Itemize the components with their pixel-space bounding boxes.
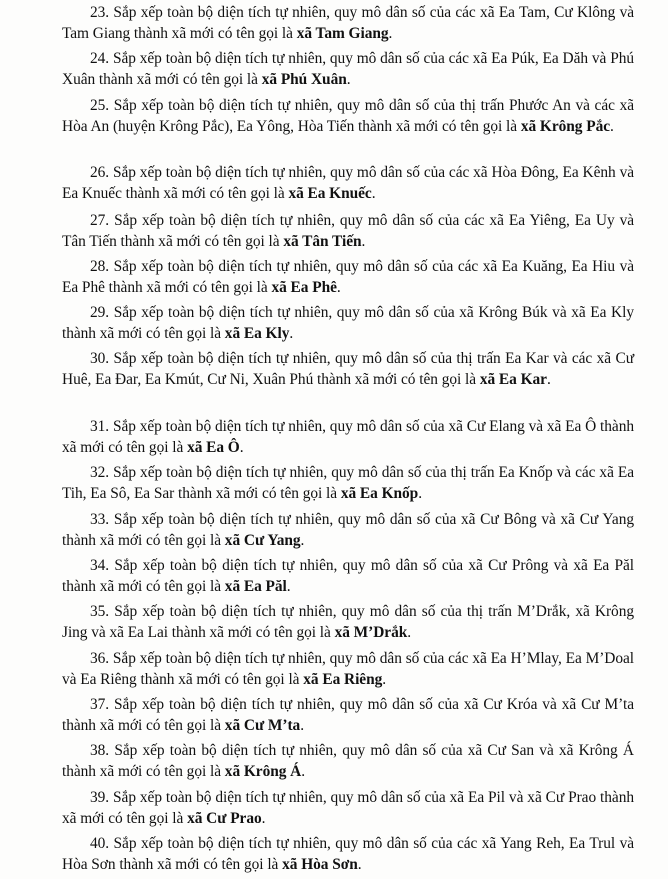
article-text: 30. Sắp xếp toàn bộ diện tích tự nhiên, quy mô dân số của thị trấn Ea Kar và các xã Cư Huê, Ea Đar, Ea Kmút, Cư Ni, Xuân Phú thành xã mới có tên gọi là (62, 350, 634, 388)
commune-name: xã Cư M’ta (224, 717, 301, 734)
article-27: 27. Sắp xếp toàn bộ diện tích tự nhiên, quy mô dân số của các xã Ea Yiêng, Ea Uy và Tân Tiến thành xã mới có tên gọi là xã Tân Tiến. (62, 212, 634, 250)
commune-name: xã Hòa Sơn (282, 856, 358, 873)
article-39: 39. Sắp xếp toàn bộ diện tích tự nhiên, quy mô dân số của xã Ea Pil và xã Cư Prao thành xã mới có tên gọi là xã Cư Prao. (62, 789, 634, 827)
article-text: 25. Sắp xếp toàn bộ diện tích tự nhiên, quy mô dân số của thị trấn Phước An và các xã Hòa An (huyện Krông Pắc), Ea Yông, Hòa Tiến thành xã mới có tên gọi là (62, 97, 634, 135)
article-text: 24. Sắp xếp toàn bộ diện tích tự nhiên, quy mô dân số của các xã Ea Púk, Ea Dăh và Phú Xuân thành xã mới có tên gọi là (62, 50, 634, 88)
article-38: 38. Sắp xếp toàn bộ diện tích tự nhiên, quy mô dân số của xã Cư San và xã Krông Á thành xã mới có tên gọi là xã Krông Á. (62, 742, 634, 780)
commune-name: xã Ea Knuếc (288, 185, 372, 202)
commune-name: xã Krông Á (224, 763, 302, 780)
article-29: 29. Sắp xếp toàn bộ diện tích tự nhiên, quy mô dân số của xã Krông Búk và xã Ea Kly thành xã mới có tên gọi là xã Ea Kly. (62, 304, 634, 342)
article-37: 37. Sắp xếp toàn bộ diện tích tự nhiên, quy mô dân số của xã Cư Króa và xã Cư M’ta thành xã mới có tên gọi là xã Cư M’ta. (62, 696, 634, 734)
article-text: 38. Sắp xếp toàn bộ diện tích tự nhiên, quy mô dân số của xã Cư San và xã Krông Á thành xã mới có tên gọi là (62, 742, 634, 780)
article-text: 36. Sắp xếp toàn bộ diện tích tự nhiên, quy mô dân số của các xã Ea H’Mlay, Ea M’Doal và Ea Riêng thành xã mới có tên gọi là (62, 650, 634, 688)
article-text: 33. Sắp xếp toàn bộ diện tích tự nhiên, quy mô dân số của xã Cư Bông và xã Cư Yang thành xã mới có tên gọi là (62, 511, 634, 549)
commune-name: xã Ea Păl (224, 578, 287, 595)
article-31: 31. Sắp xếp toàn bộ diện tích tự nhiên, quy mô dân số của xã Cư Elang và xã Ea Ô thành xã mới có tên gọi là xã Ea Ô. (62, 418, 634, 456)
article-26: 26. Sắp xếp toàn bộ diện tích tự nhiên, quy mô dân số của các xã Hòa Đông, Ea Kênh và Ea Knuếc thành xã mới có tên gọi là xã Ea Knuếc. (62, 164, 634, 202)
article-23: 23. Sắp xếp toàn bộ diện tích tự nhiên, quy mô dân số của các xã Ea Tam, Cư Klông và Tam Giang thành xã mới có tên gọi là xã Tam Giang. (62, 4, 634, 42)
article-text: 32. Sắp xếp toàn bộ diện tích tự nhiên, quy mô dân số của thị trấn Ea Knốp và các xã Ea Tih, Ea Sô, Ea Sar thành xã mới có tên gọi là (62, 464, 634, 502)
article-text: 37. Sắp xếp toàn bộ diện tích tự nhiên, quy mô dân số của xã Cư Króa và xã Cư M’ta thành xã mới có tên gọi là (62, 696, 634, 734)
article-text: 35. Sắp xếp toàn bộ diện tích tự nhiên, quy mô dân số của thị trấn M’Drắk, xã Krông Jing và xã Ea Lai thành xã mới có tên gọi là (62, 603, 634, 641)
article-35: 35. Sắp xếp toàn bộ diện tích tự nhiên, quy mô dân số của thị trấn M’Drắk, xã Krông Jing và xã Ea Lai thành xã mới có tên gọi là xã M’Drắk. (62, 603, 634, 641)
commune-name: xã M’Drắk (334, 624, 408, 641)
article-36: 36. Sắp xếp toàn bộ diện tích tự nhiên, quy mô dân số của các xã Ea H’Mlay, Ea M’Doal và Ea Riêng thành xã mới có tên gọi là xã Ea Riêng. (62, 650, 634, 688)
article-24: 24. Sắp xếp toàn bộ diện tích tự nhiên, quy mô dân số của các xã Ea Púk, Ea Dăh và Phú Xuân thành xã mới có tên gọi là xã Phú Xuân. (62, 50, 634, 88)
article-40: 40. Sắp xếp toàn bộ diện tích tự nhiên, quy mô dân số của các xã Yang Reh, Ea Trul và Hòa Sơn thành xã mới có tên gọi là xã Hòa Sơn. (62, 835, 634, 873)
article-34: 34. Sắp xếp toàn bộ diện tích tự nhiên, quy mô dân số của xã Cư Prông và xã Ea Păl thành xã mới có tên gọi là xã Ea Păl. (62, 557, 634, 595)
article-text: 23. Sắp xếp toàn bộ diện tích tự nhiên, quy mô dân số của các xã Ea Tam, Cư Klông và Tam Giang thành xã mới có tên gọi là (62, 4, 634, 42)
commune-name: xã Cư Yang (224, 532, 301, 549)
commune-name: xã Ea Ô (187, 439, 240, 456)
commune-name: xã Ea Knốp (340, 485, 419, 502)
commune-name: xã Phú Xuân (261, 71, 347, 88)
article-text: 29. Sắp xếp toàn bộ diện tích tự nhiên, quy mô dân số của xã Krông Búk và xã Ea Kly thành xã mới có tên gọi là (62, 304, 634, 342)
article-text: 27. Sắp xếp toàn bộ diện tích tự nhiên, quy mô dân số của các xã Ea Yiêng, Ea Uy và Tân Tiến thành xã mới có tên gọi là (62, 212, 634, 250)
commune-name: xã Ea Riêng (303, 671, 383, 688)
commune-name: xã Cư Prao (187, 810, 262, 827)
article-text: 28. Sắp xếp toàn bộ diện tích tự nhiên, quy mô dân số của các xã Ea Kuăng, Ea Hiu và Ea Phê thành xã mới có tên gọi là (62, 258, 634, 296)
commune-name: xã Ea Kly (224, 325, 290, 342)
article-28: 28. Sắp xếp toàn bộ diện tích tự nhiên, quy mô dân số của các xã Ea Kuăng, Ea Hiu và Ea Phê thành xã mới có tên gọi là xã Ea Phê. (62, 258, 634, 296)
article-text: 31. Sắp xếp toàn bộ diện tích tự nhiên, quy mô dân số của xã Cư Elang và xã Ea Ô thành xã mới có tên gọi là (62, 418, 634, 456)
commune-name: xã Tân Tiến (283, 233, 362, 250)
commune-name: xã Krông Pắc (520, 118, 610, 135)
commune-name: xã Tam Giang (296, 25, 389, 42)
article-30: 30. Sắp xếp toàn bộ diện tích tự nhiên, quy mô dân số của thị trấn Ea Kar và các xã Cư Huê, Ea Đar, Ea Kmút, Cư Ni, Xuân Phú thành xã mới có tên gọi là xã Ea Kar. (62, 350, 634, 388)
article-text: 39. Sắp xếp toàn bộ diện tích tự nhiên, quy mô dân số của xã Ea Pil và xã Cư Prao thành xã mới có tên gọi là (62, 789, 634, 827)
article-text: 34. Sắp xếp toàn bộ diện tích tự nhiên, quy mô dân số của xã Cư Prông và xã Ea Păl thành xã mới có tên gọi là (62, 557, 634, 595)
article-text: 26. Sắp xếp toàn bộ diện tích tự nhiên, quy mô dân số của các xã Hòa Đông, Ea Kênh và Ea Knuếc thành xã mới có tên gọi là (62, 164, 634, 202)
article-25: 25. Sắp xếp toàn bộ diện tích tự nhiên, quy mô dân số của thị trấn Phước An và các xã Hòa An (huyện Krông Pắc), Ea Yông, Hòa Tiến thành xã mới có tên gọi là xã Krông Pắc. (62, 97, 634, 135)
article-32: 32. Sắp xếp toàn bộ diện tích tự nhiên, quy mô dân số của thị trấn Ea Knốp và các xã Ea Tih, Ea Sô, Ea Sar thành xã mới có tên gọi là xã Ea Knốp. (62, 464, 634, 502)
article-33: 33. Sắp xếp toàn bộ diện tích tự nhiên, quy mô dân số của xã Cư Bông và xã Cư Yang thành xã mới có tên gọi là xã Cư Yang. (62, 511, 634, 549)
commune-name: xã Ea Phê (271, 279, 337, 296)
article-text: 40. Sắp xếp toàn bộ diện tích tự nhiên, quy mô dân số của các xã Yang Reh, Ea Trul và Hòa Sơn thành xã mới có tên gọi là (62, 835, 634, 873)
commune-name: xã Ea Kar (479, 371, 547, 388)
